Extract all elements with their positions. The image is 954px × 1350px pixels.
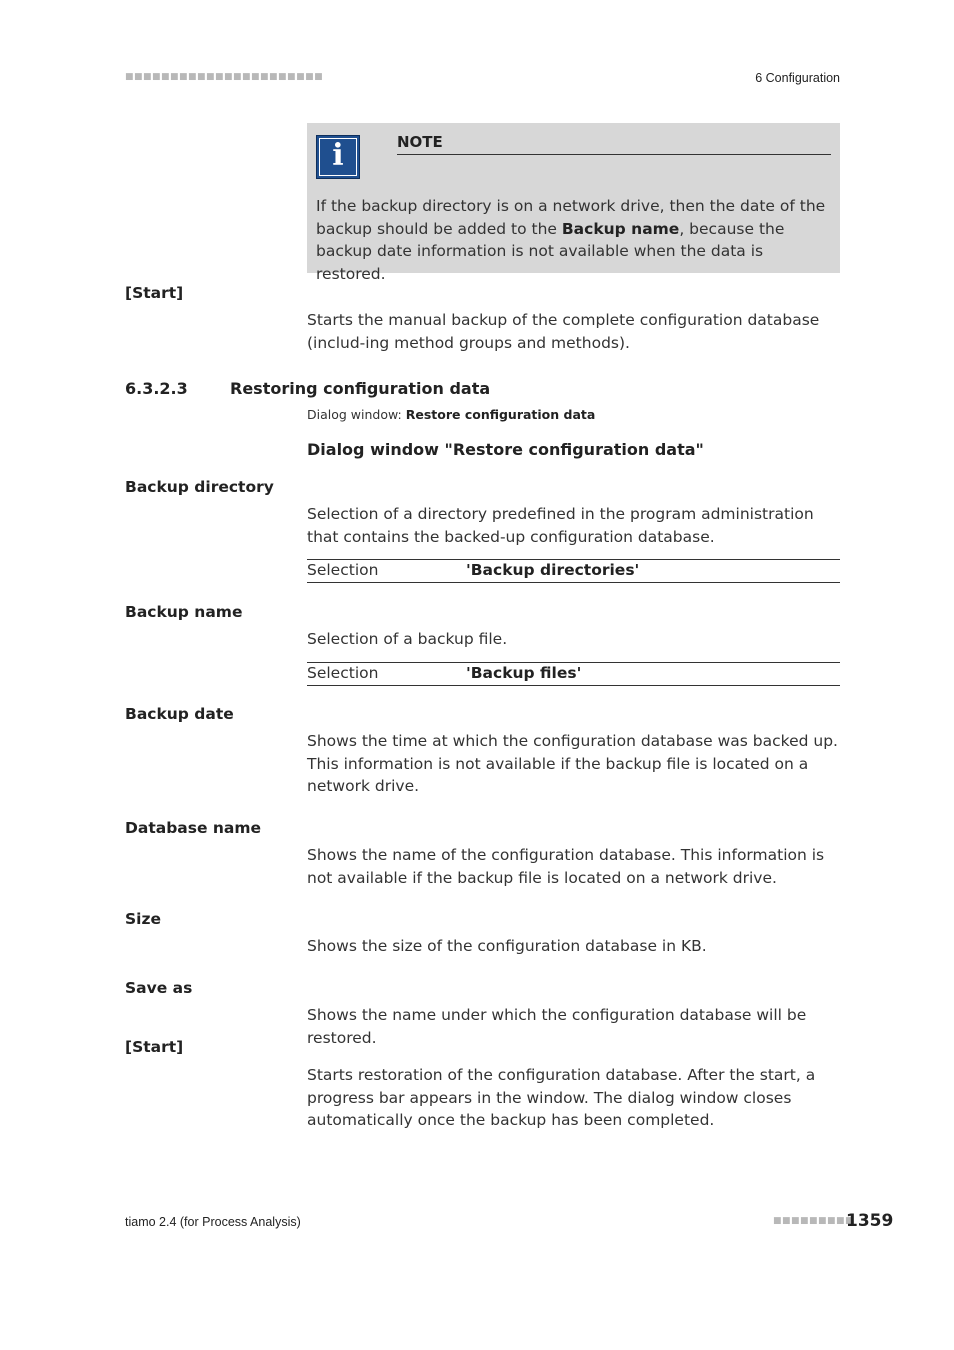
note-box: [307, 123, 840, 283]
selection-value: 'Backup files': [466, 664, 582, 682]
footer-product: tiamo 2.4 (for Process Analysis): [125, 1215, 301, 1229]
backup-date-term: Backup date: [125, 705, 234, 723]
selection-value: 'Backup directories': [466, 561, 640, 579]
selection-label: Selection: [307, 664, 379, 682]
dialog-heading: Dialog window "Restore configuration data": [307, 440, 704, 459]
selection-label: Selection: [307, 561, 379, 579]
database-name-desc: Shows the name of the configuration database. This information is not available if the backup file is located on a network drive.: [307, 846, 825, 887]
note-bold-term: Backup name: [561, 219, 680, 238]
dialog-window-label: Dialog window: Restore configuration data: [307, 407, 596, 422]
note-title: NOTE: [397, 133, 831, 155]
section-number: 6.3.2.3: [125, 379, 188, 398]
backup-name-term: Backup name: [125, 603, 243, 621]
database-name-term: Database name: [125, 819, 262, 837]
backup-directory-selection-table: [307, 559, 840, 583]
info-icon: i: [316, 135, 360, 179]
save-as-term: Save as: [125, 979, 193, 997]
start-desc-1: Starts the manual backup of the complete configuration database (includ-ing method groups and methods).: [307, 311, 820, 352]
backup-directory-desc: Selection of a directory predefined in the program administration that contains the backed-up configuration database.: [307, 505, 814, 546]
start-term-1: [Start]: [125, 284, 184, 302]
chapter-title: 6 Configuration: [755, 71, 840, 85]
size-desc: Shows the size of the configuration database in KB.: [307, 937, 707, 955]
footer-decoration: ■■■■■■■■■: [773, 1216, 855, 1226]
header-decoration: ■■■■■■■■■■■■■■■■■■■■■■: [125, 72, 324, 82]
backup-date-desc: Shows the time at which the configuration database was backed up. This information is not available if the backup file is located on a network drive.: [307, 732, 838, 795]
backup-name-selection-table: [307, 662, 840, 686]
section-title: Restoring configuration data: [230, 379, 491, 398]
save-as-desc: Shows the name under which the configuration database will be restored.: [307, 1006, 807, 1047]
start-desc-2: Starts restoration of the configuration database. After the start, a progress bar appears in the window. The dialog window closes automatically once the backup has been completed.: [307, 1066, 816, 1129]
backup-name-desc: Selection of a backup file.: [307, 630, 508, 648]
size-term: Size: [125, 910, 162, 928]
page-number: 1359: [846, 1211, 894, 1231]
backup-directory-term: Backup directory: [125, 478, 274, 496]
start-term-2: [Start]: [125, 1038, 184, 1056]
note-text: If the backup directory is on a network drive, then the date of the backup should be added to the Backup name, because the backup date information is not available when the data is restored.: [316, 197, 826, 283]
